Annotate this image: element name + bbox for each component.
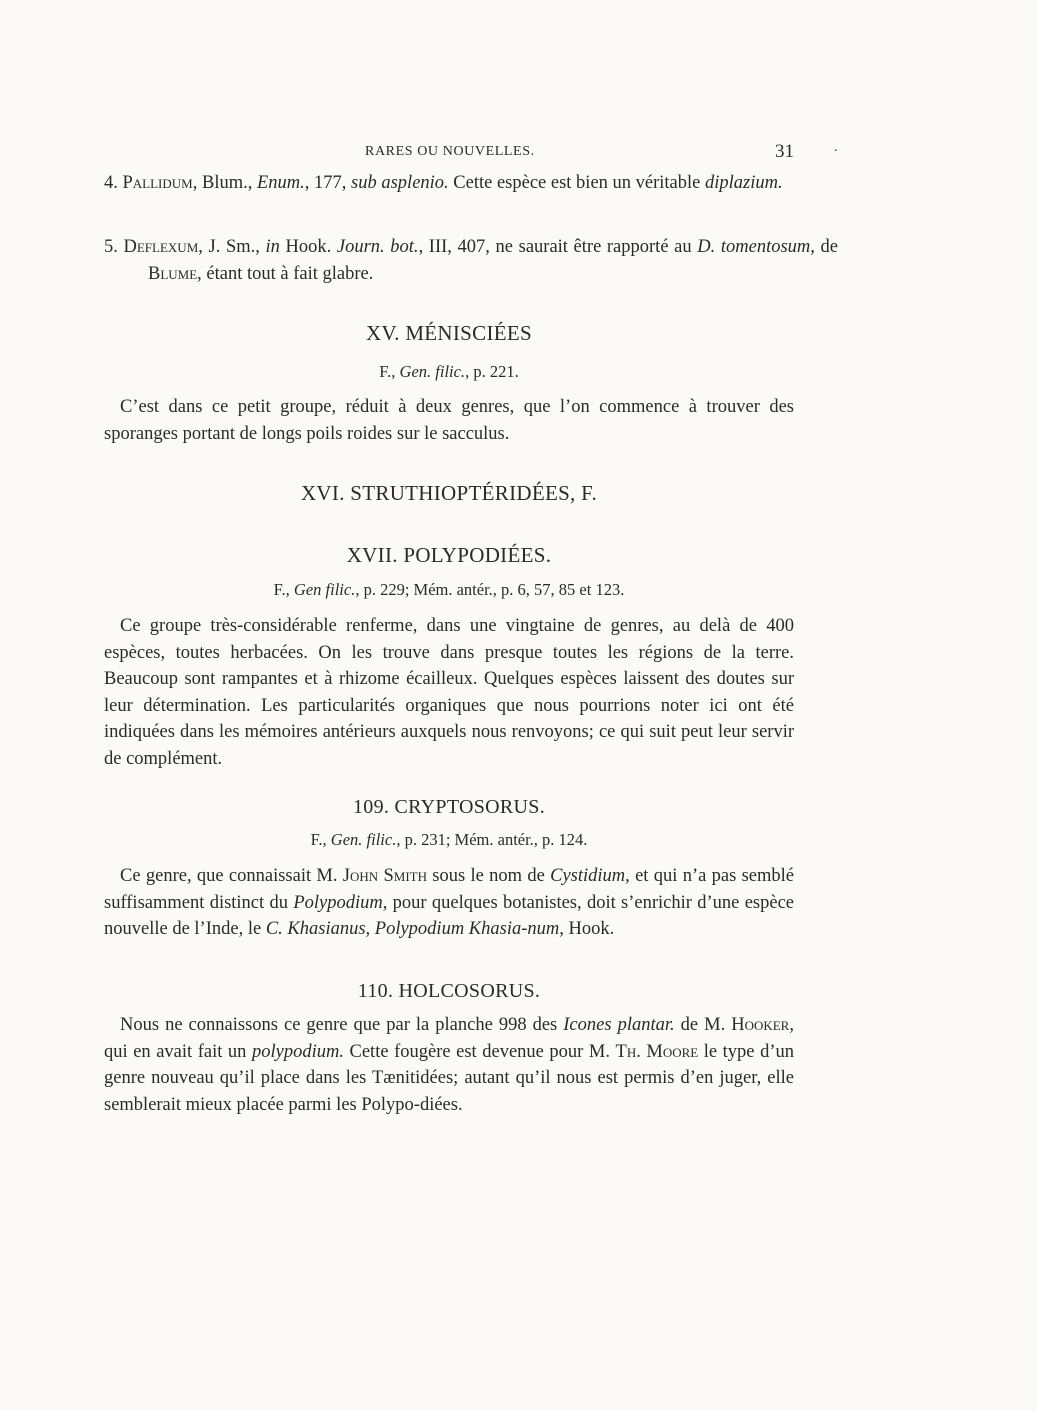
section-heading-polypodiees: XVII. POLYPODIÉES.	[346, 543, 552, 567]
page-dot: .	[834, 140, 838, 155]
entry-number: 4.	[104, 173, 118, 193]
entry-text: , étant tout à fait glabre.	[197, 263, 374, 284]
running-head: RARES OU NOUVELLES.	[365, 144, 535, 159]
entry-citation: Journ. bot.	[336, 237, 419, 257]
paragraph-text: , pour quelques botanistes, doit s’enrichir d’une espèce nouvelle de l’Inde, le	[104, 892, 795, 940]
entry-text: de	[814, 237, 838, 257]
paragraph-text: Cette fougère est devenue pour M.	[343, 1041, 616, 1062]
paragraph-text: ,	[365, 919, 375, 940]
taxon-name: polypodium.	[251, 1041, 344, 1062]
entry-text: , Blum.,	[192, 173, 257, 193]
ref-text: F.,	[310, 830, 331, 849]
taxon-name: Cystidium,	[550, 866, 630, 886]
ref-citation: Gen filic.	[293, 580, 356, 599]
genus-heading-holcosorus: 110. HOLCOSORUS.	[357, 980, 541, 1002]
entry-citation: in	[265, 237, 280, 257]
author-name: Hooker	[731, 1015, 790, 1035]
genus-reference	[104, 830, 794, 850]
section-reference	[104, 580, 794, 600]
ref-text: F.,	[273, 580, 294, 599]
section-heading-menisciees: XV. MÉNISCIÉES	[366, 321, 532, 345]
ref-citation: Gen. filic.	[399, 362, 466, 381]
entry-citation: D. tomentosum,	[697, 237, 815, 257]
genus-heading-cryptosorus: 109. CRYPTOSORUS.	[352, 796, 545, 818]
species-name: Pallidum	[122, 173, 193, 193]
ref-citation: Gen. filic.	[330, 830, 397, 849]
paragraph-text: , qui en avait fait un	[104, 1015, 794, 1062]
entry-citation: diplazium.	[705, 173, 783, 193]
paragraph-text: le type d’un genre nouveau qu’il place dans les Tænitidées; autant qu’il nous est permis d’en juger, elle semblerait mieux placée parmi les Polypo-diées.	[104, 1041, 794, 1115]
author-name: John Smith	[342, 866, 427, 886]
taxon-name: Polypodium	[293, 892, 383, 913]
entry-text: Cette espèce est bien un véritable	[448, 173, 705, 193]
entry-text: Hook.	[279, 237, 337, 257]
ref-text: , p. 229; Mém. antér., p. 6, 57, 85 et 123.	[355, 580, 625, 599]
paragraph-text: Nous ne connaissons ce genre que par la planche 998 des	[120, 1015, 564, 1035]
ref-text: , p. 231; Mém. antér., p. 124.	[396, 830, 588, 849]
entry-number: 5.	[104, 237, 118, 257]
genus-paragraph	[104, 1012, 794, 1118]
species-entry-pallidum	[104, 170, 838, 197]
paragraph-text: sous le nom de	[426, 866, 551, 886]
ref-text: , p. 221.	[465, 362, 519, 381]
entry-citation: Enum.	[256, 173, 305, 193]
paragraph-text: Hook.	[563, 919, 615, 940]
taxon-name: C. Khasianus	[265, 919, 366, 940]
species-name: Deflexum	[123, 237, 199, 257]
paragraph-text: de M.	[674, 1015, 732, 1035]
publication-title: Icones plantar.	[563, 1015, 675, 1035]
entry-text: , III, 407, ne saurait être rapporté au	[418, 237, 698, 257]
section-paragraph: C’est dans ce petit groupe, réduit à deux genres, que l’on commence à trouver des sporanges portant de longs poils roides sur le sacculus.	[104, 397, 794, 444]
species-entry-deflexum	[104, 234, 838, 287]
section-reference	[104, 362, 794, 382]
entry-text: , 177,	[304, 173, 352, 193]
section-paragraph: Ce groupe très-considérable renferme, dans une vingtaine de genres, au delà de 400 espèces, toutes herbacées. On les trouve dans presque toutes les régions de la terre. Beaucoup sont rampantes et à rhizome écailleux. Quelques espèces laissent des doutes sur leur détermination. Les particularités organiques que nous pourrions noter ici ont été indiquées dans les mémoires antérieurs auxquels nous renvoyons; ce qui suit peut leur servir de complément.	[104, 616, 794, 769]
entry-text: , J. Sm.,	[198, 237, 266, 257]
ref-text: F.,	[379, 362, 400, 381]
entry-citation: sub asplenio.	[351, 173, 449, 193]
taxon-name: Polypodium Khasia-num,	[374, 919, 564, 940]
paragraph-text: Ce genre, que connaissait M.	[120, 866, 343, 886]
author-name: Blume	[148, 263, 198, 284]
section-heading-struthiopteridees: XVI. STRUTHIOPTÉRIDÉES, F.	[300, 481, 598, 505]
page-number: 31	[775, 141, 794, 162]
genus-paragraph	[104, 863, 794, 943]
paragraph-text: et qui n’a pas semblé suffisamment distinct du	[104, 866, 794, 913]
author-name: Th. Moore	[615, 1041, 699, 1062]
